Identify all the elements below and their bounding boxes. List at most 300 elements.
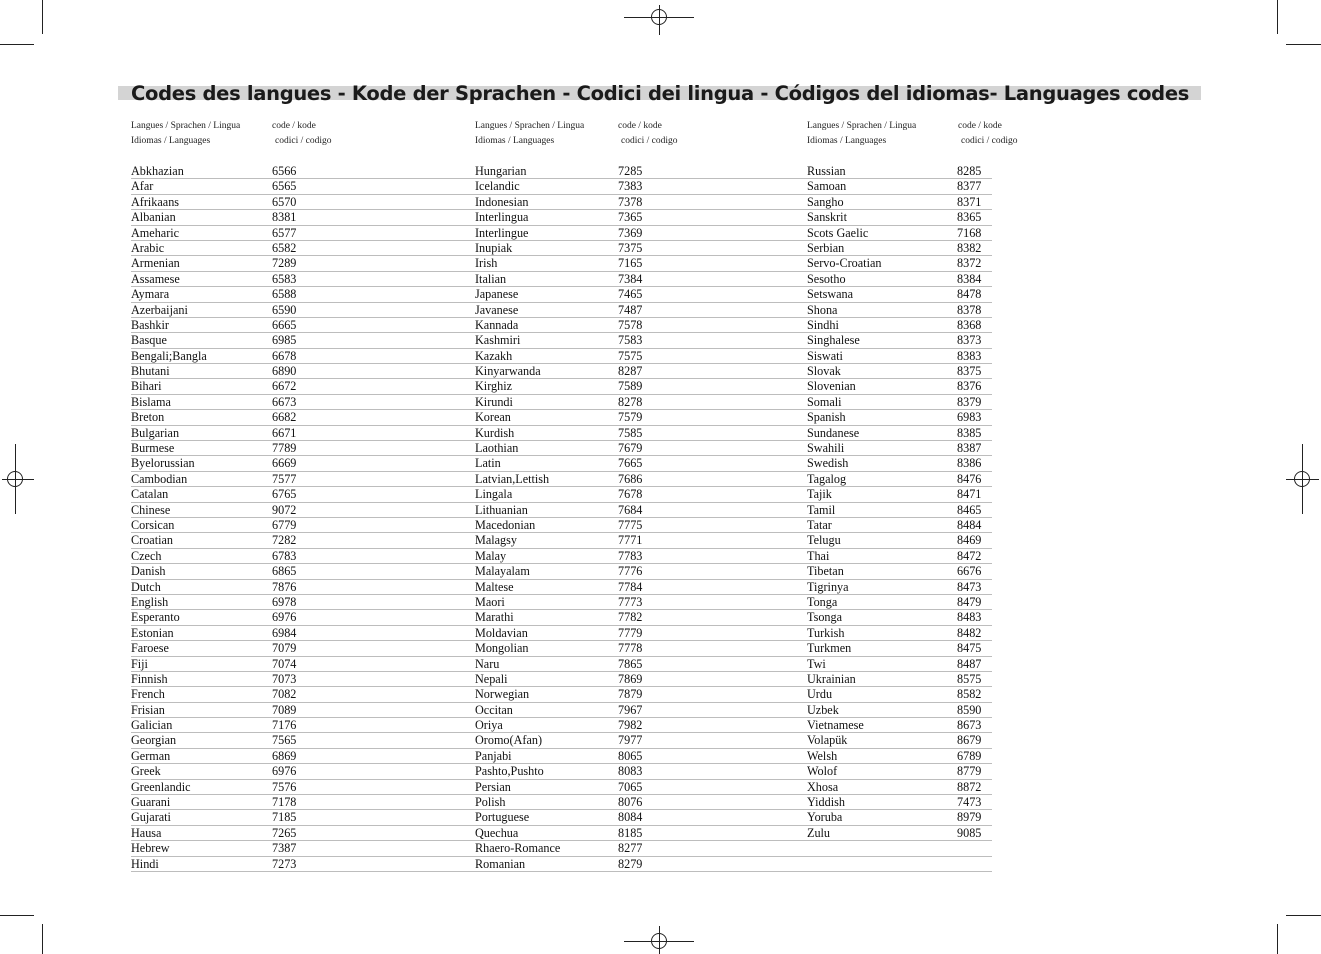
table-row [131, 379, 992, 394]
language-code: 7982 [618, 718, 643, 733]
language-code: 7771 [618, 533, 643, 548]
language-code: 7165 [618, 256, 643, 271]
language-name: French [131, 687, 165, 702]
language-code: 9085 [957, 825, 982, 840]
language-name: Georgian [131, 733, 177, 748]
table-row [131, 610, 992, 625]
language-name: Danish [131, 564, 166, 579]
language-name: Gujarati [131, 810, 171, 825]
language-code: 7176 [272, 718, 297, 733]
language-code: 7378 [618, 194, 643, 209]
language-name: Breton [131, 410, 165, 425]
language-code: 6779 [272, 517, 297, 532]
language-code: 6665 [272, 317, 297, 332]
language-name: Romanian [475, 856, 526, 871]
language-code: 8277 [618, 841, 643, 856]
language-name: Mongolian [475, 641, 529, 656]
language-code: 8365 [957, 210, 982, 225]
language-code: 7576 [272, 779, 297, 794]
table-row [131, 410, 992, 425]
language-code: 6577 [272, 225, 297, 240]
language-code: 8779 [957, 764, 982, 779]
language-code: 6789 [957, 748, 982, 763]
language-name: Lingala [475, 487, 513, 502]
language-code: 8465 [957, 502, 982, 517]
language-name: Vietnamese [807, 718, 864, 733]
header-code-line2: codici / codigo [961, 136, 1018, 146]
language-code: 8076 [618, 795, 643, 810]
table-row [131, 472, 992, 487]
language-name: Arabic [131, 240, 165, 255]
language-name: Kurdish [475, 425, 515, 440]
language-code: 7487 [618, 302, 643, 317]
table-row [131, 580, 992, 595]
table-row [131, 657, 992, 672]
language-code: 7369 [618, 225, 643, 240]
language-code: 7865 [618, 656, 643, 671]
language-code: 8478 [957, 287, 982, 302]
table-row [131, 164, 992, 179]
language-code: 8590 [957, 702, 982, 717]
language-name: Icelandic [475, 179, 520, 194]
language-code: 8372 [957, 256, 982, 271]
language-code: 8386 [957, 456, 982, 471]
language-name: Guarani [131, 795, 171, 810]
language-code: 7168 [957, 225, 982, 240]
language-code: 8387 [957, 441, 982, 456]
language-code: 7665 [618, 456, 643, 471]
table-row [131, 826, 992, 841]
language-name: Nepali [475, 671, 508, 686]
language-name: Hausa [131, 825, 162, 840]
table-row [131, 441, 992, 456]
language-name: Setswana [807, 287, 854, 302]
table-row [131, 487, 992, 502]
header-code-line1: code / kode [272, 121, 316, 131]
language-code: 8371 [957, 194, 982, 209]
language-code: 7869 [618, 671, 643, 686]
language-code: 7776 [618, 564, 643, 579]
language-code: 8471 [957, 487, 982, 502]
language-name: Swahili [807, 441, 845, 456]
table-row [131, 564, 992, 579]
language-name: Ukrainian [807, 671, 856, 686]
language-code: 7273 [272, 856, 297, 871]
language-name: Bislama [131, 394, 171, 409]
table-row [131, 749, 992, 764]
language-code: 7473 [957, 795, 982, 810]
language-name: Tamil [807, 502, 836, 517]
language-code: 6671 [272, 425, 297, 440]
language-code: 7778 [618, 641, 643, 656]
language-name: Malagsy [475, 533, 517, 548]
language-name: Kirundi [475, 394, 513, 409]
language-name: Thai [807, 548, 830, 563]
language-name: Urdu [807, 687, 833, 702]
language-code: 8979 [957, 810, 982, 825]
language-code: 8285 [957, 164, 982, 178]
language-name: Yoruba [807, 810, 843, 825]
language-code: 8279 [618, 856, 643, 871]
language-name: Italian [475, 271, 507, 286]
language-name: Basque [131, 333, 167, 348]
language-code: 7089 [272, 702, 297, 717]
language-code: 6669 [272, 456, 297, 471]
header-language-line1: Langues / Sprachen / Lingua [131, 121, 241, 131]
language-name: Tatar [807, 517, 832, 532]
language-name: Croatian [131, 533, 173, 548]
language-code: 8872 [957, 779, 982, 794]
language-name: German [131, 748, 171, 763]
language-name: Byelorussian [131, 456, 195, 471]
language-code: 7879 [618, 687, 643, 702]
language-code: 8673 [957, 718, 982, 733]
language-code: 7285 [618, 164, 643, 178]
table-row [131, 626, 992, 641]
language-name: Norwegian [475, 687, 530, 702]
table-row [131, 256, 992, 271]
language-code: 6583 [272, 271, 297, 286]
language-code: 6869 [272, 748, 297, 763]
language-code: 7065 [618, 779, 643, 794]
language-name: Catalan [131, 487, 169, 502]
header-language-line1: Langues / Sprachen / Lingua [807, 121, 917, 131]
table-row [131, 795, 992, 810]
language-code: 6983 [957, 410, 982, 425]
language-code: 9072 [272, 502, 297, 517]
language-code: 7074 [272, 656, 297, 671]
language-code: 8384 [957, 271, 982, 286]
language-name: Kinyarwanda [475, 364, 541, 379]
language-code: 8469 [957, 533, 982, 548]
table-row [131, 195, 992, 210]
language-name: Portuguese [475, 810, 530, 825]
table-row [131, 703, 992, 718]
language-name: Bulgarian [131, 425, 180, 440]
table-row [131, 349, 992, 364]
language-name: Siswati [807, 348, 843, 363]
language-name: Oromo(Afan) [475, 733, 543, 748]
language-name: Frisian [131, 702, 165, 717]
language-code: 7178 [272, 795, 297, 810]
language-code: 7565 [272, 733, 297, 748]
language-name: Oriya [475, 718, 503, 733]
language-code: 8475 [957, 641, 982, 656]
language-code: 6765 [272, 487, 297, 502]
language-code: 8582 [957, 687, 982, 702]
table-row [131, 395, 992, 410]
table-row [131, 364, 992, 379]
language-name: Indonesian [475, 194, 529, 209]
table-row [131, 503, 992, 518]
language-code: 6890 [272, 364, 297, 379]
language-name: Sanskrit [807, 210, 847, 225]
language-name: Tonga [807, 594, 838, 609]
language-name: Chinese [131, 502, 171, 517]
table-row [131, 179, 992, 194]
language-code: 6976 [272, 764, 297, 779]
language-name: Burmese [131, 441, 175, 456]
language-name: Tsonga [807, 610, 843, 625]
language-list-1 [131, 164, 992, 872]
language-code: 7583 [618, 333, 643, 348]
language-name: Sindhi [807, 317, 839, 332]
language-name: Bengali;Bangla [131, 348, 207, 363]
table-row [131, 810, 992, 825]
language-name: Swedish [807, 456, 849, 471]
language-name: Serbian [807, 240, 845, 255]
table-row [131, 841, 992, 856]
language-name: Tibetan [807, 564, 844, 579]
language-code: 8377 [957, 179, 982, 194]
language-name: Kazakh [475, 348, 513, 363]
language-name: Sundanese [807, 425, 860, 440]
language-code: 6783 [272, 548, 297, 563]
language-name: Dutch [131, 579, 161, 594]
language-name: Naru [475, 656, 500, 671]
language-code: 8476 [957, 471, 982, 486]
language-name: Sesotho [807, 271, 846, 286]
language-code: 7387 [272, 841, 297, 856]
language-code: 7782 [618, 610, 643, 625]
language-code: 6984 [272, 625, 297, 640]
language-code: 8278 [618, 394, 643, 409]
language-code: 8065 [618, 748, 643, 763]
language-code: 7185 [272, 810, 297, 825]
language-name: Russian [807, 164, 846, 178]
language-code: 8287 [618, 364, 643, 379]
language-name: Assamese [131, 271, 180, 286]
language-name: Turkish [807, 625, 845, 640]
language-name: Slovenian [807, 379, 856, 394]
page-title: Codes des langues - Kode der Sprachen - Codici dei lingua - Códigos del idiomas- Languages codes [131, 82, 1190, 105]
table-row [131, 733, 992, 748]
language-name: Maltese [475, 579, 514, 594]
table-row [131, 272, 992, 287]
language-code: 8487 [957, 656, 982, 671]
table-row [131, 595, 992, 610]
language-name: Cambodian [131, 471, 188, 486]
language-name: Bashkir [131, 317, 169, 332]
language-name: Polish [475, 795, 506, 810]
language-name: English [131, 594, 169, 609]
table-row [131, 456, 992, 471]
language-name: Kannada [475, 317, 519, 332]
table-row [131, 687, 992, 702]
table-row [131, 287, 992, 302]
language-name: Albanian [131, 210, 176, 225]
language-code: 8575 [957, 671, 982, 686]
language-name: Latin [475, 456, 501, 471]
language-code: 7977 [618, 733, 643, 748]
table-row [131, 241, 992, 256]
language-code: 8383 [957, 348, 982, 363]
language-name: Servo-Croatian [807, 256, 882, 271]
language-code: 8472 [957, 548, 982, 563]
language-name: Hebrew [131, 841, 170, 856]
language-name: Greenlandic [131, 779, 191, 794]
language-name: Volapük [807, 733, 848, 748]
language-name: Welsh [807, 748, 838, 763]
language-name: Occitan [475, 702, 513, 717]
language-code: 6566 [272, 164, 297, 178]
language-name: Interlingue [475, 225, 529, 240]
language-code: 7876 [272, 579, 297, 594]
language-code: 6678 [272, 348, 297, 363]
language-code: 7773 [618, 594, 643, 609]
language-name: Xhosa [807, 779, 839, 794]
header-language-line2: Idiomas / Languages [131, 136, 211, 146]
language-name: Tagalog [807, 471, 847, 486]
language-name: Afrikaans [131, 194, 180, 209]
language-code: 8373 [957, 333, 982, 348]
language-name: Latvian,Lettish [475, 471, 550, 486]
language-name: Faroese [131, 641, 169, 656]
language-name: Greek [131, 764, 161, 779]
language-name: Sangho [807, 194, 844, 209]
language-name: Spanish [807, 410, 846, 425]
language-name: Uzbek [807, 702, 839, 717]
language-code: 6682 [272, 410, 297, 425]
language-code: 8376 [957, 379, 982, 394]
language-code: 7779 [618, 625, 643, 640]
language-name: Turkmen [807, 641, 852, 656]
header-code-line1: code / kode [958, 121, 1002, 131]
language-code: 8484 [957, 517, 982, 532]
language-name: Interlingua [475, 210, 529, 225]
header-language-line2: Idiomas / Languages [807, 136, 887, 146]
language-code: 7265 [272, 825, 297, 840]
language-code: 6978 [272, 594, 297, 609]
language-code: 8679 [957, 733, 982, 748]
language-code: 7686 [618, 471, 643, 486]
language-name: Inupiak [475, 240, 513, 255]
language-name: Telugu [807, 533, 841, 548]
language-name: Armenian [131, 256, 180, 271]
language-code: 8375 [957, 364, 982, 379]
language-name: Malay [475, 548, 507, 563]
language-name: Quechua [475, 825, 519, 840]
language-name: Zulu [807, 825, 831, 840]
language-name: Yiddish [807, 795, 845, 810]
table-row [131, 672, 992, 687]
language-name: Tajik [807, 487, 832, 502]
table-row [131, 549, 992, 564]
language-name: Javanese [475, 302, 519, 317]
language-name: Bhutani [131, 364, 170, 379]
language-code: 7679 [618, 441, 643, 456]
language-name: Samoan [807, 179, 847, 194]
language-code: 7383 [618, 179, 643, 194]
language-name: Somali [807, 394, 842, 409]
language-code: 7289 [272, 256, 297, 271]
language-code: 7579 [618, 410, 643, 425]
header-code-line2: codici / codigo [621, 136, 678, 146]
language-name: Lithuanian [475, 502, 528, 517]
language-code: 8083 [618, 764, 643, 779]
language-code: 7082 [272, 687, 297, 702]
header-language-line1: Langues / Sprachen / Lingua [475, 121, 585, 131]
language-code: 6588 [272, 287, 297, 302]
language-code: 7578 [618, 317, 643, 332]
language-name: Aymara [131, 287, 170, 302]
language-name: Marathi [475, 610, 514, 625]
language-name: Kashmiri [475, 333, 521, 348]
language-name: Fiji [131, 656, 148, 671]
language-code: 7465 [618, 287, 643, 302]
language-code: 6582 [272, 240, 297, 255]
language-code: 7577 [272, 471, 297, 486]
language-code: 8482 [957, 625, 982, 640]
language-name: Macedonian [475, 517, 536, 532]
language-name: Hungarian [475, 164, 527, 178]
language-name: Galician [131, 718, 173, 733]
language-name: Moldavian [475, 625, 528, 640]
table-row [131, 426, 992, 441]
language-name: Estonian [131, 625, 174, 640]
language-code: 7585 [618, 425, 643, 440]
language-code: 7783 [618, 548, 643, 563]
language-name: Maori [475, 594, 505, 609]
language-code: 7789 [272, 441, 297, 456]
table-row [131, 533, 992, 548]
table-row [131, 303, 992, 318]
language-name: Persian [475, 779, 511, 794]
language-code: 6590 [272, 302, 297, 317]
language-name: Scots Gaelic [807, 225, 869, 240]
language-code: 7684 [618, 502, 643, 517]
language-code: 8368 [957, 317, 982, 332]
table-row [131, 226, 992, 241]
language-name: Japanese [475, 287, 519, 302]
table-row [131, 333, 992, 348]
language-name: Ameharic [131, 225, 180, 240]
language-code: 8382 [957, 240, 982, 255]
language-code: 8379 [957, 394, 982, 409]
language-name: Hindi [131, 856, 159, 871]
language-code: 6673 [272, 394, 297, 409]
table-row [131, 641, 992, 656]
language-code: 7575 [618, 348, 643, 363]
table-row [131, 857, 992, 872]
language-name: Kirghiz [475, 379, 513, 394]
table-row [131, 318, 992, 333]
language-code: 7967 [618, 702, 643, 717]
language-code: 8385 [957, 425, 982, 440]
language-code: 8084 [618, 810, 643, 825]
language-name: Azerbaijani [131, 302, 188, 317]
language-code: 8185 [618, 825, 643, 840]
language-code: 8381 [272, 210, 297, 225]
language-name: Afar [131, 179, 154, 194]
language-name: Pashto,Pushto [475, 764, 544, 779]
language-code: 6565 [272, 179, 297, 194]
language-code: 6672 [272, 379, 297, 394]
language-name: Wolof [807, 764, 838, 779]
language-code: 7079 [272, 641, 297, 656]
language-code: 8479 [957, 594, 982, 609]
language-name: Rhaero-Romance [475, 841, 561, 856]
table-row [131, 764, 992, 779]
language-name: Tigrinya [807, 579, 849, 594]
table-row [131, 210, 992, 225]
language-code: 6985 [272, 333, 297, 348]
table-row [131, 780, 992, 795]
language-name: Twi [807, 656, 826, 671]
language-name: Esperanto [131, 610, 180, 625]
language-code: 6976 [272, 610, 297, 625]
language-code: 7784 [618, 579, 643, 594]
